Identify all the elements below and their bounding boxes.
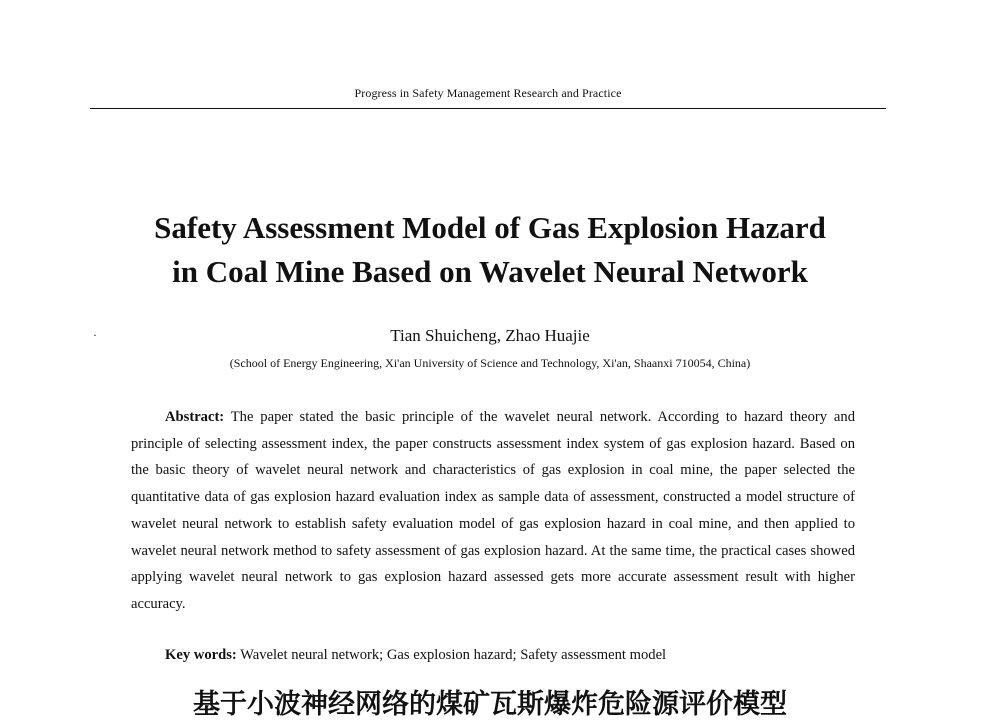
running-header: Progress in Safety Management Research and Practice (354, 86, 622, 100)
keywords-label: Key words: (165, 647, 237, 663)
paper-title-line-2: in Coal Mine Based on Wavelet Neural Network (172, 254, 808, 289)
authors: Tian Shuicheng, Zhao Huajie (390, 326, 590, 345)
paper-title-line-1: Safety Assessment Model of Gas Explosion Hazard (154, 210, 826, 245)
abstract-text: The paper stated the basic principle of the wavelet neural network. According to hazard theory and principle of selecting assessment index, the paper constructs assessment index system of gas explosion hazard. Based on the basic theory of wavelet neural network and characteristics of gas explosion in coal mine, the paper selected the quantitative data of gas explosion hazard evaluation index as sample data of assessment, constructed a model structure of wavelet neural network to establish safety evaluation model of gas explosion hazard in coal mine, and then applied to wavelet neural network method to safety assessment of gas explosion hazard. At the same time, the practical cases showed applying wavelet neural network to gas explosion hazard assessed gets more accurate assessment result with higher accuracy. (131, 409, 855, 612)
keywords (165, 644, 865, 666)
affiliation: (School of Energy Engineering, Xi'an University of Science and Technology, Xi'an, Shaanxi 710054, China) (229, 356, 751, 370)
stray-mark: · (93, 328, 97, 342)
abstract (131, 404, 855, 618)
abstract-label: Abstract: (165, 409, 225, 425)
header-rule (90, 108, 886, 109)
paper-title (60, 206, 920, 294)
chinese-title: 基于小波神经网络的煤矿瓦斯爆炸危险源评价模型 (193, 689, 787, 720)
keywords-text: Wavelet neural network; Gas explosion hazard; Safety assessment model (240, 647, 667, 663)
